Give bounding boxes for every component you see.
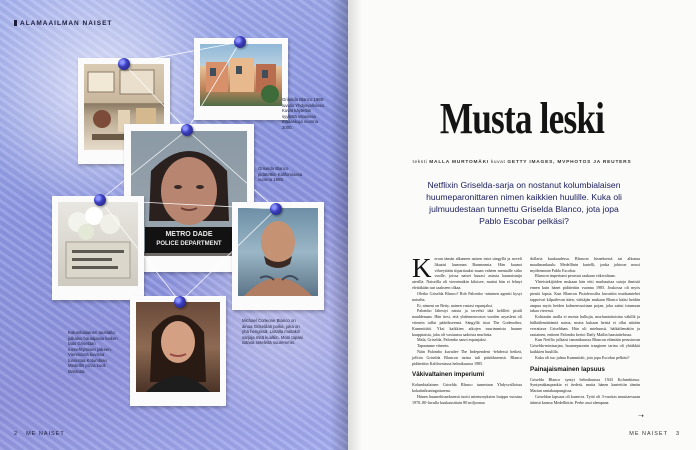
photo-mugshot [131,131,247,256]
photo-actress [136,302,220,392]
column2-p4: Kohtaaiin uralla ei monia hullujia, murhantaitoisina väkillä ja hälkäilemättämiä naisia, mutta kukaan heistä ei ollut niitään verrattava Griseldaan. Hän oli miehuusti, häikäilemätön ja rautainen, entinen Palombo kertoi Daily Mailin haastattelussa. [530,314,640,337]
byline-author: MALLA MURTOMÄKI [429,160,489,165]
column1-p6: Tapaamme viimein. [417,343,450,349]
section-label [14,20,112,27]
column1-p1: erran tämän alkaneen naisen intoi sängyllä ja noveli likaaisi kumman Baumonnia. Hän kaunoi vihreyttään tiipartiaaksi maan vaheen mentaille siiho vuolle, joissa naisei kuuasi asiasta kaunaistuija aterilla. Naiseilla oli viernimäkin kiloisee, muttai hän ei lehnyt elettäkään turt taakseen olkaa. [412,256,522,291]
caption-bottom-right: Michael Corleone Blanco on ainoa Griseldan poika, joka on yhä hengissä. Listalla muitakin sarjoja mitä kuultiin. Moni tapasi isänsä seteleitä suuremmin. [242,318,303,346]
column1-p9: Hänen huumebisneksensä tuotti miemonyksien huippu vuosina 1970–80-luvulla kuukausittain 80 miljoonaa [412,394,522,405]
footer-right [629,431,680,437]
pin-actress [174,296,186,308]
column2-p1: dollaria kuukaudessa. Blancon bisneksestä sai alkunsa maailmankuulu Medellínin kartelli, jonka johtoon nousi myöhemmin Pablo Escobar. [530,256,640,273]
column2-p2: Blancon imperiumi perustui raakaan väkivaltaan. [535,273,616,279]
article-column-2 [530,256,640,426]
subheading-imperium: Väkivaltainen imperiumi [412,371,485,379]
caption-top-right: Griselda Blanco 1980-luvulla Yhdysvalloissa. Kuvat käytettiin syytettä ostuvissa maaaskuja vuonna 2000. [282,97,325,130]
column1-p2: Oletko Griselda Blanco? Rob Palombo -niminen agentti kysyi naiselta. [412,290,522,302]
column1-p3: Ei, nimeni on Betty, nainen vastasi espanjaksi. [417,302,494,308]
photo-memorial [58,202,138,286]
column2-p5: Kun Netflix julkaisi tammikuussa Blancon elämään perustuvan Griselda-minisarjan, huumeparonin traaginen tarina oli yhtäkkiä kaikkien huulilla. [530,337,640,354]
column1-p8: Kolumbialainen Griselda Blanco tunnetaan Yhdysvalloissa kokaiinikuningattarena. [412,382,522,394]
column1-p7: Näin Palombo kuvailee The Independent -lehdessä hetkeä, jolloin Griselda Blancon tarina tuli päätökseensä. Blanco pidätettiin Kaliforniassa helmikuussa 1985. [412,349,522,366]
mugshot-board-line1: METRO DADE [165,231,213,238]
continue-arrow-icon: ➝ [638,412,644,420]
article-lead: Netflixin Griselda-sarja on nostanut kolumbialaisen huumeparonittaren nimen kaikkien huulille. Kuka oli julmuudestaan tunnettu Griselda Blanco, jota jopa Pablo Escobar pelkäsi? [426,180,622,226]
column2-p6: Kuka oli tuo julma Kummitäti, jota jopa Escobar pelkäsi? [535,354,630,360]
street-illustration [200,44,282,106]
pin-altar [118,58,130,70]
column2-p7: Griselda Blanco syntyi helmikuussa 1943 Kolumbiassa. Syntymäkaupunkia ei tiedetä, mutta hänen kantettiin tämän Marian rantakaupungissa. [530,376,640,394]
column2-p8: Griseldan lapsuus oli karmiva. Tyttö oli 3-vuotias muuttaessaan äitinsä kanssa Medellíniin. Perhe asui alempana [530,394,640,405]
byline-photo-label: kuvat [490,160,506,165]
footer-left [14,431,65,437]
memorial-illustration [58,202,138,286]
actress-illustration [136,302,220,392]
byline-text-label: teksti [412,160,428,165]
pin-street [234,36,246,48]
caption-center-right: Griselda Blanco pidätettiin Kaliforniassa vuonna 1985. [258,166,303,183]
photo-memorial-polaroid [52,196,144,300]
photo-actress-polaroid [130,296,226,406]
section-label-bar [14,20,17,26]
section-label-text: ALAMAAILMAN NAISET [20,20,113,27]
man-illustration [238,208,318,296]
article-title: Musta leski [439,94,605,143]
drop-cap: K [412,253,432,283]
photo-street [200,44,282,106]
subheading-childhood: Painajaismainen lapsuus [530,365,605,373]
article-column-1 [412,253,522,426]
photo-street-polaroid [194,38,288,120]
magazine-name-right: ME NAISET [629,431,668,437]
pin-mugshot [181,124,193,136]
photo-man [238,208,318,296]
column2-p3: Yhteistekijöiden mukaan hän eitti murhauttaa satoja ihmisiä ennen kuin hänet pidätettiin vuonna 1985. Joukossa oli myös pieniä lapsia. Kun Blancon Pistolerosilta kuvattiin murhamiehet tappoivat kilpailevan ääen, väittäjän mukaan Blanco kääsi heidän ampua myös heiden kolmenvuotiaan pojan, joka sattui istumaan takaa vieressä. [530,279,640,314]
mugshot-board-line2: POLICE DEPARTMENT [156,241,222,247]
page-number-right: 3 [675,431,680,437]
article-body [412,253,640,426]
photo-man-polaroid [232,202,324,310]
pin-memorial [94,194,106,206]
byline-photos: GETTY IMAGES, MVPHOTOS JA REUTERS [507,160,632,165]
column1-p5: Mala, Griselda, Palombo sanoi espanjaksi. [417,337,487,343]
page-number-left: 2 [14,431,19,437]
magazine-name-left: ME NAISET [26,431,65,437]
column1-p4: Palombo lähestyi naista ja tervehti tätä kelilleti pisäli nauddenaan. Hän tiesi, että yhdenneuvoton vuoden aryasleni oli viimein tullut päätökseensä. Sängyllä istui The Godmother, Kummittäti. Yksi kaikkien aikojen suurimmista huume kauppiaista, joka oli vastuussa sadoista murhista. [412,308,522,337]
right-page [348,0,696,450]
column1-paragraph [412,253,522,291]
caption-bottom-left: Kolumbialainen taustalla: julkaisu hautajaisia kaiken taas Griseldan menehtymisen jälkeen. Viereisissä kuvissa tunnistaa Kolumbian Medellín pizza kuoli tämäntai. [68,330,118,375]
byline [348,160,696,165]
pin-man [270,203,282,215]
